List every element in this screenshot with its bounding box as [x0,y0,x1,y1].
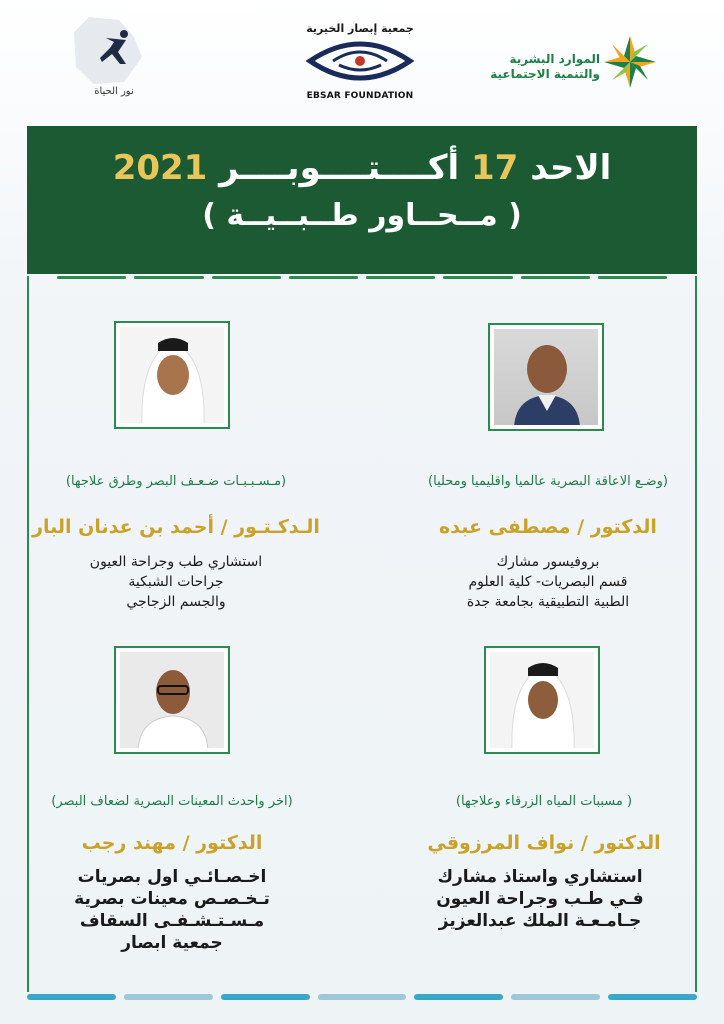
ebsar-logo [300,22,420,114]
title-year: 2021 [112,148,208,188]
title-month: أكــــتــــوبــــر [219,148,460,188]
speaker-desc-1-line-2: قسم البصريات- كلية العلوم [468,574,628,590]
speaker-desc-1-line-3: الطبية التطبيقية بجامعة جدة [466,594,630,610]
speaker-topic-2: (مـسـبـبـات ضـعـف البصر وطرق علاجها) [65,474,287,489]
speaker-desc-2 [26,552,326,612]
speaker-name-2: الـدكـتـور / أحمد بن عدنان البار [32,516,320,538]
ministry-name-line2: والتنمية الاجتماعية [490,67,600,81]
speaker-name-3: الدكتور / نواف المرزوقي [427,832,661,854]
speaker-photo-2 [114,321,230,429]
event-date-title [0,148,724,188]
speaker-topic-4: (اخر واحدث المعينات البصرية لضعاف البصر) [51,794,293,809]
speaker-name-1: الدكتور / مصطفى عبده [439,516,657,538]
speaker-desc-2-line-1: استشاري طب وجراحة العيون [89,554,263,570]
speaker-desc-3-line-3: جـامـعـة الملك عبدالعزيز [438,911,642,931]
ebsar-english-name: EBSAR FOUNDATION [306,91,414,101]
speaker-photo-4 [114,646,230,754]
speaker-desc-4-line-3: مـسـتـشـفـى السقاف [79,911,265,931]
title-prefix: الاحد [530,148,612,188]
speaker-desc-4-line-4: جمعية ابصار [121,933,223,953]
speaker-desc-4-line-2: تـخـصـص معينات بصرية [74,889,270,909]
speaker-desc-1-line-1: بروفيسور مشارك [496,554,600,570]
speaker-desc-4 [22,866,322,954]
ebsar-arabic-name: جمعية إبصار الخيرية [306,22,414,35]
speaker-desc-2-line-3: والجسم الزجاجي [126,594,226,610]
speaker-photo-1 [488,323,604,431]
title-day: 17 [471,148,519,188]
speaker-desc-3-line-2: فـي طـب وجراحة العيون [436,889,644,909]
frame-right-line [695,276,697,992]
speaker-desc-3 [390,866,690,932]
ministry-logo [590,32,670,92]
speaker-photo-3 [484,646,600,754]
speaker-name-4: الدكتور / مهند رجب [81,832,263,854]
noor-name: نور الحياة [94,86,134,97]
eye-icon [305,35,415,87]
banner-divider [27,276,697,282]
speaker-topic-1: (وضـع الاعاقة البصرية عالميا واقليميا ومحليا) [428,474,668,489]
speaker-topic-3: ( مسببات المياه الزرقاء وعلاجها) [455,794,633,809]
ministry-name-line1: الموارد البشرية [509,52,600,66]
speaker-desc-2-line-2: جراحات الشبكية [128,574,224,590]
speaker-desc-4-line-1: اخـصـائـي اول بصريات [77,867,267,887]
event-subtitle: ( مــحــاور طــبــيــة ) [202,198,522,233]
speaker-desc-1 [398,552,698,612]
bottom-divider [27,994,697,1000]
ministry-name [468,52,600,82]
speaker-desc-3-line-1: استشاري واستاذ مشارك [437,867,643,887]
